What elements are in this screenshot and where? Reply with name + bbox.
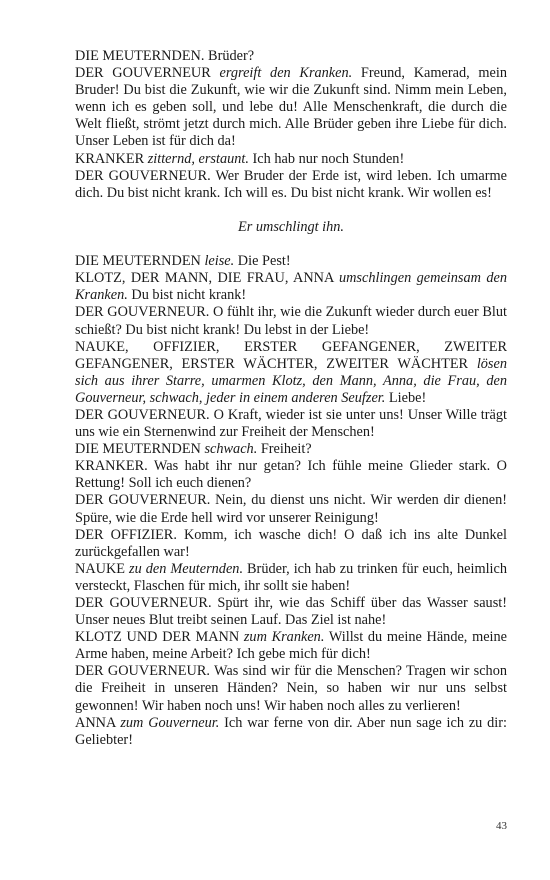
speaker-name: DIE MEUTERNDEN. [75, 48, 209, 64]
speech-paragraph [75, 339, 507, 407]
speech-text: Freund, Kamerad, mein Bruder! Du bist die Zukunft, wie wir die Zukunft sind. Nimm mein Leben, wenn ich es geben soll, und lebe du! Alle Menschenkraft, die durch die Welt fließt, strömt jetzt durch mich. Alle Brüder geben ihre Liebe für dich. Unser Leben ist für dich da! [75, 65, 507, 150]
speech-text: Brüder? [208, 48, 255, 64]
speech-text: Brüder, ich hab zu trinken für euch, heimlich versteckt, Flaschen für mich, ihr sollt sie haben! [75, 560, 508, 594]
speaker-name: KRANKER [75, 150, 148, 167]
speech-paragraph [75, 168, 507, 202]
speech-text: Freiheit? [257, 441, 312, 458]
speech-paragraph [75, 48, 507, 65]
stage-direction: zu den Meuternden. [129, 560, 244, 577]
stage-direction: lösen sich aus ihrer Starre, umarmen Klotz, den Mann, Anna, die Frau, den Gouverneur, schwach, jeder in einem anderen Seufzer. [75, 355, 507, 406]
stage-direction: zum Kranken. [243, 629, 325, 646]
speaker-name: KRANKER. [75, 458, 154, 475]
speaker-name: DER GOUVERNEUR. [75, 492, 216, 509]
stage-direction: schwach. [204, 441, 258, 458]
speaker-name: NAUKE, OFFIZIER, ERSTER GEFANGENER, ZWEITER GEFANGENER, ERSTER WÄCHTER, ZWEITER WÄCHTER [75, 338, 507, 372]
spacer [75, 202, 507, 219]
speaker-name: DER GOUVERNEUR. [75, 406, 214, 423]
speech-paragraph [75, 492, 507, 526]
stage-direction: zum Gouverneur. [120, 714, 220, 731]
speech-text: O fühlt ihr, wie die Zukunft wieder durch euer Blut schießt? Du bist nicht krank! Du lebst in der Liebe! [75, 304, 507, 338]
speech-paragraph [75, 715, 507, 749]
speech-paragraph [75, 663, 507, 714]
speech-paragraph [75, 407, 507, 441]
speech-text: Du bist nicht krank! [127, 287, 247, 304]
speech-text: Komm, ich wasche dich! O daß ich ins alte Dunkel zurückgefallen war! [75, 526, 507, 560]
speech-paragraph [75, 527, 507, 561]
speech-paragraph [75, 458, 507, 492]
speaker-name: DIE MEUTERNDEN [75, 441, 205, 458]
speech-paragraph [75, 561, 507, 595]
speaker-name: DER GOUVERNEUR [75, 65, 220, 82]
speaker-name: DER GOUVERNEUR. [75, 167, 216, 184]
speech-text: Liebe! [385, 389, 427, 406]
stage-direction: zitternd, erstaunt. [147, 150, 249, 167]
speech-paragraph [75, 65, 507, 150]
speech-text: Ich hab nur noch Stunden! [248, 150, 405, 167]
speech-paragraph [75, 441, 507, 458]
centered-stage-direction: Er umschlingt ihn. [237, 218, 345, 235]
speech-paragraph [75, 595, 507, 629]
speaker-name: DER OFFIZIER. [75, 526, 184, 543]
speech-paragraph [75, 270, 507, 304]
speech-text: Die Pest! [234, 253, 291, 270]
speaker-name: DIE MEUTERNDEN [75, 253, 205, 270]
speaker-name: NAUKE [75, 560, 130, 577]
speech-paragraph [75, 304, 507, 338]
speaker-name: DER GOUVERNEUR. [75, 595, 218, 611]
speaker-name: KLOTZ, DER MANN, DIE FRAU, ANNA [75, 270, 339, 287]
speech-text: Was sind wir für die Menschen? Tragen wir schon die Freiheit in unseren Händen? Nein, so haben wir nur uns selbst gewonnen! Wir haben noch uns! Wir haben noch alles zu verlieren! [75, 663, 507, 714]
stage-direction: ergreift den Kranken. [219, 65, 353, 82]
page-body [75, 48, 507, 749]
spacer [75, 236, 507, 253]
speech-text: Spürt ihr, wie das Schiff über das Wasser saust! Unser neues Blut treibt seinen Lauf. Das Ziel ist nahe! [75, 595, 507, 629]
speaker-name: DER GOUVERNEUR. [75, 663, 215, 680]
speech-text: Willst du meine Hände, meine Arme haben, meine Arbeit? Ich gebe mich für dich! [75, 629, 508, 663]
speaker-name: ANNA [75, 714, 121, 731]
speech-paragraph [75, 151, 507, 168]
stage-direction: leise. [204, 253, 235, 270]
speech-text: Wer Bruder der Erde ist, wird leben. Ich umarme dich. Du bist nicht krank. Ich will es. Du bist nicht krank. Wir wollen es! [75, 167, 507, 201]
speaker-name: KLOTZ UND DER MANN [75, 629, 244, 646]
speech-paragraph [75, 629, 507, 663]
speech-paragraph [75, 253, 507, 270]
speech-text: Ich war ferne von dir. Aber nun sage ich zu dir: Geliebter! [75, 714, 507, 748]
speech-text: Was habt ihr nur getan? Ich fühle meine Glieder stark. O Rettung! Soll ich euch dienen? [75, 458, 507, 492]
stage-direction: umschlingen gemeinsam den Kranken. [75, 270, 507, 304]
page-number: 43 [496, 820, 507, 832]
speech-text: Nein, du dienst uns nicht. Wir werden dir dienen! Spüre, wie die Erde hell wird vor unserer Reinigung! [75, 492, 507, 526]
speech-text: O Kraft, wieder ist sie unter uns! Unser Wille trägt uns wie ein Sternenwind zur Freiheit der Menschen! [75, 406, 507, 441]
speaker-name: DER GOUVERNEUR. [75, 304, 213, 321]
